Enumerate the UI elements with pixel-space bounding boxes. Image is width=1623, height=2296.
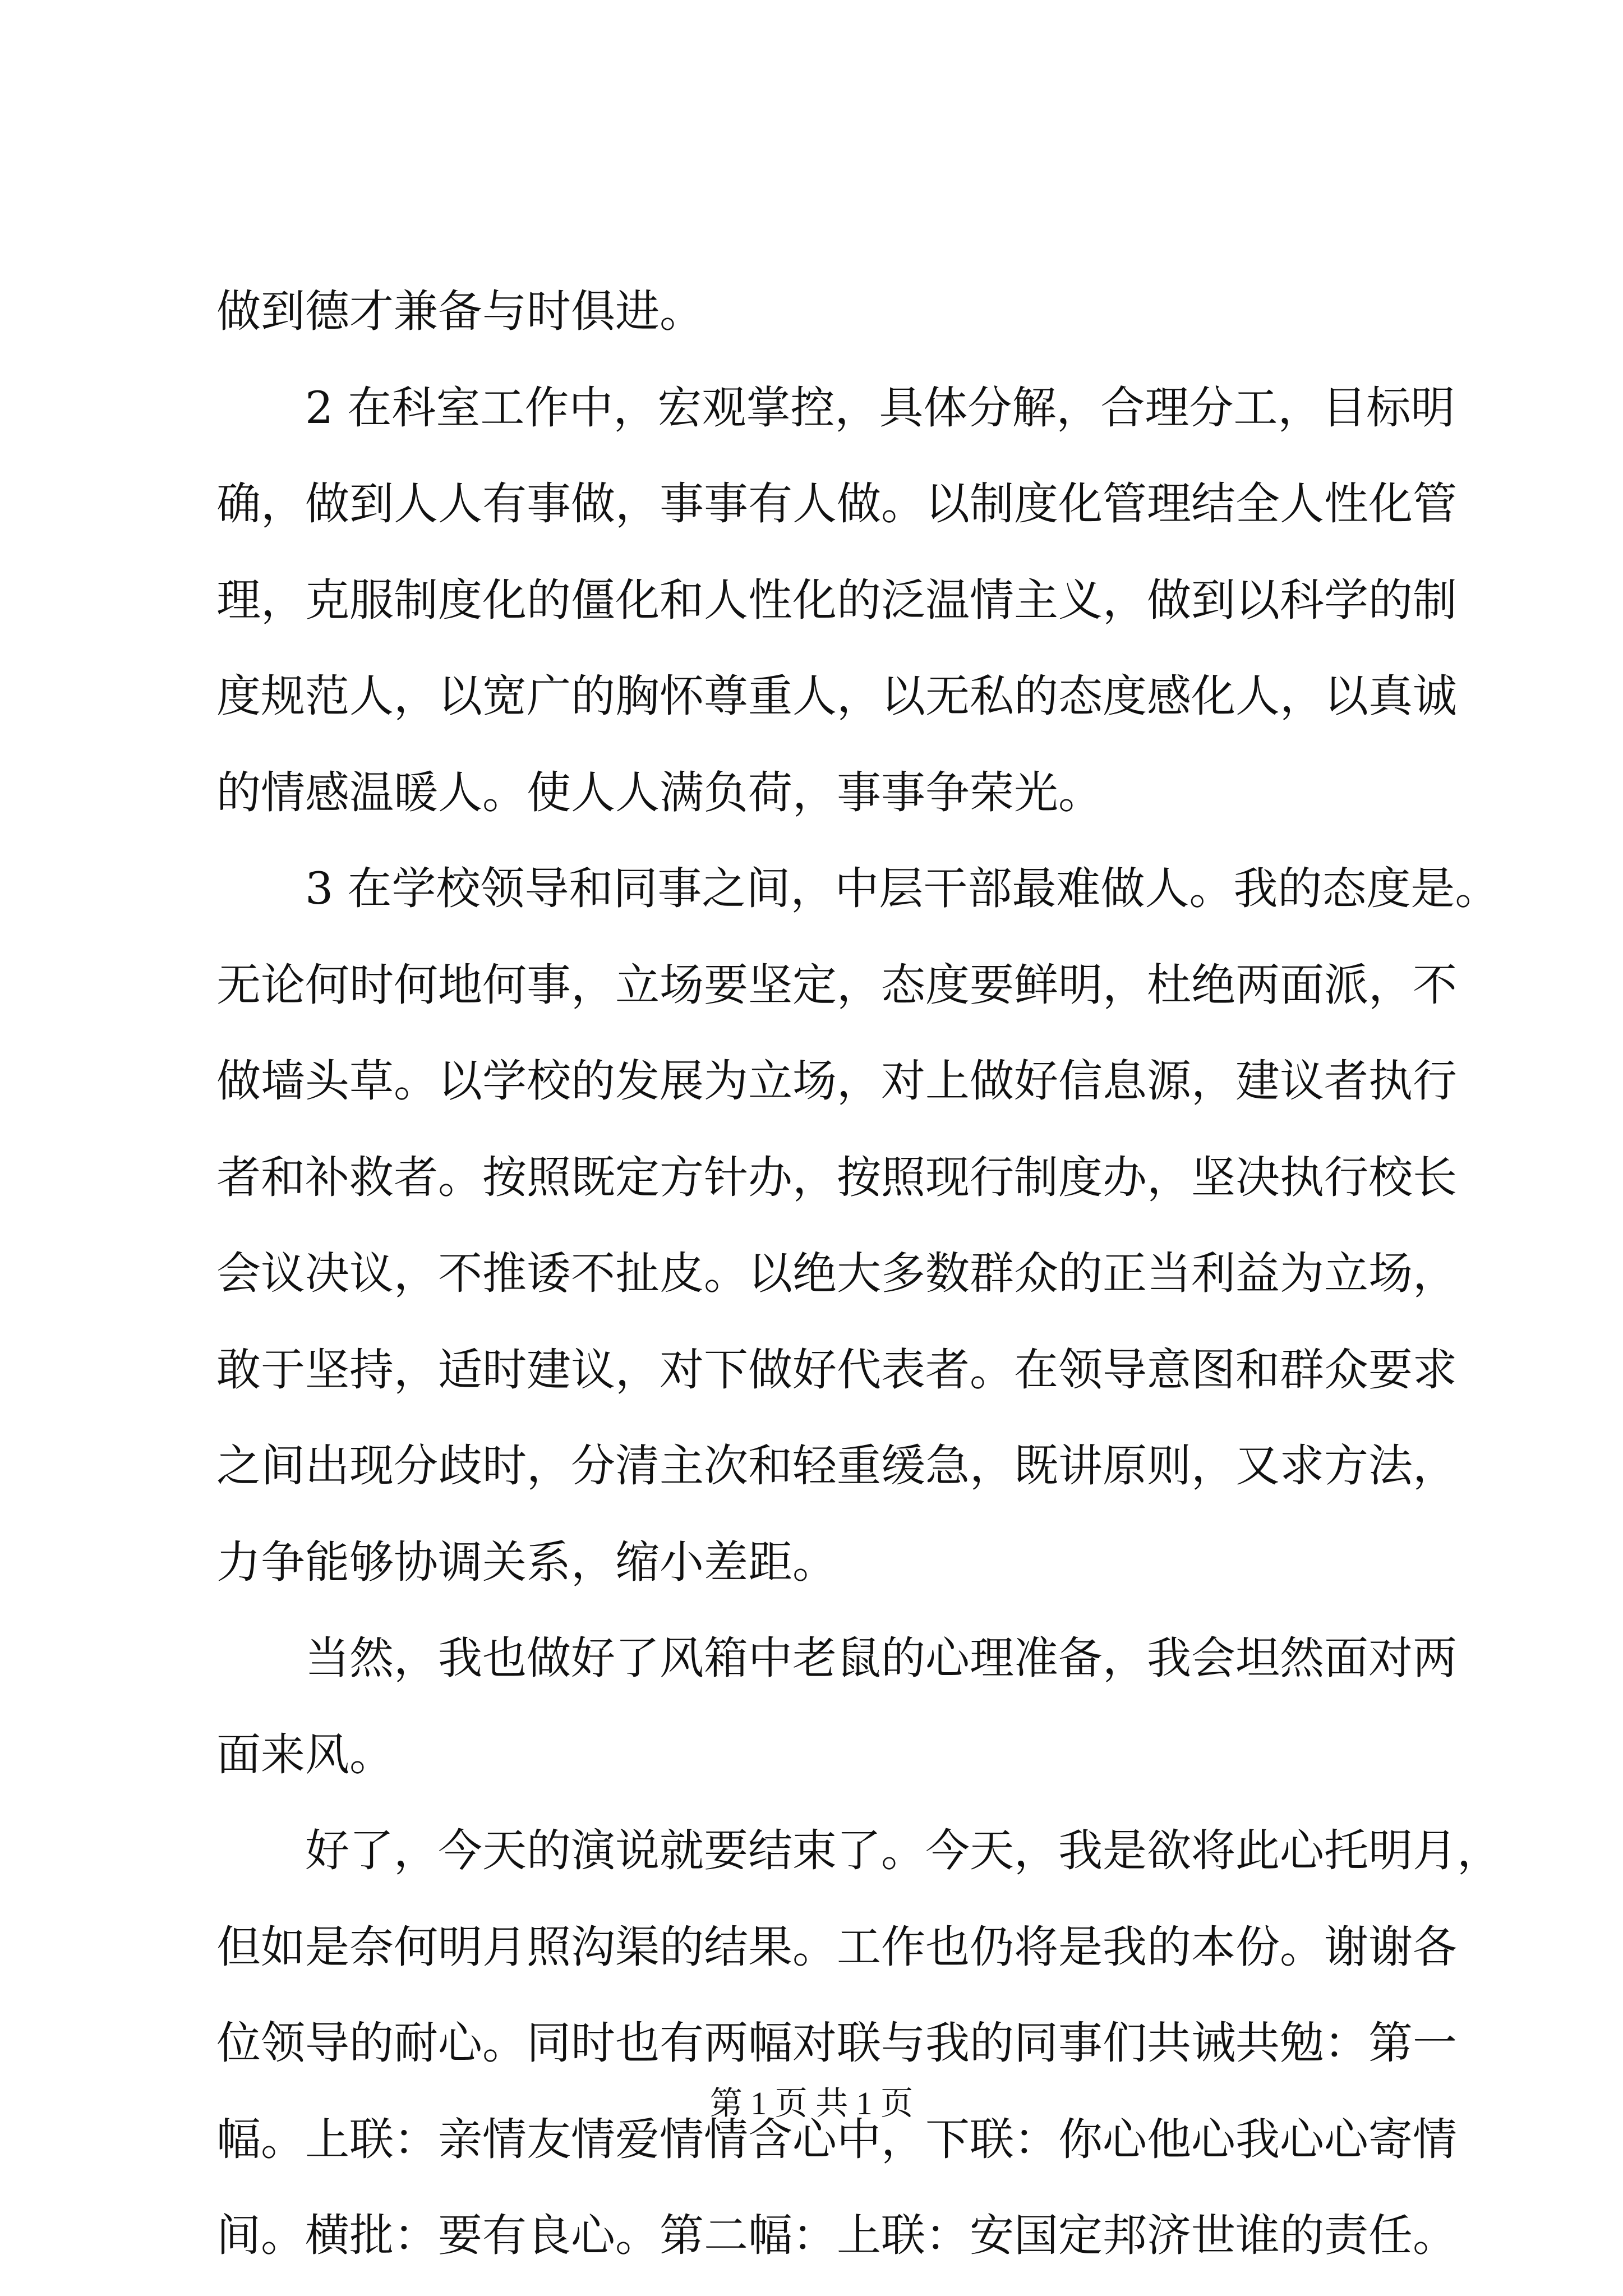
text-line: 当然，我也做好了风箱中老鼠的心理准备，我会坦然面对两 [305,1632,1457,1684]
text-line: 无论何时何地何事，立场要坚定，态度要鲜明，杜绝两面派，不 [216,959,1457,1011]
text-line: 做到德才兼备与时俱进。 [216,286,704,337]
text-line: 者和补救者。按照既定方针办，按照现行制度办，坚决执行校长 [216,1151,1457,1203]
text-line: 3 在学校领导和同事之间，中层干部最难做人。我的态度是。 [305,863,1500,914]
text-line: 力争能够协调关系，缩小差距。 [216,1536,837,1588]
text-line: 的情感温暖人。使人人满负荷，事事争荣光。 [216,766,1103,818]
document-body [216,264,1501,2284]
text-line: 之间出现分歧时，分清主次和轻重缓急，既讲原则，又求方法， [216,1440,1457,1492]
text-line: 确，做到人人有事做，事事有人做。以制度化管理结全人性化管 [216,478,1457,530]
text-line: 度规范人，以宽广的胸怀尊重人，以无私的态度感化人，以真诚 [216,670,1457,722]
text-line: 做墙头草。以学校的发展为立场，对上做好信息源，建议者执行 [216,1055,1457,1107]
page-footer [0,2081,1623,2126]
text-line: 2 在科室工作中，宏观掌控，具体分解，合理分工，目标明 [305,381,1455,434]
text-line: 间。横批：要有良心。第二幅：上联：安国定邦济世谁的责任。 [216,2210,1457,2261]
text-line: 理，克服制度化的僵化和人性化的泛温情主义，做到以科学的制 [216,574,1457,626]
text-line: 位领导的耐心。同时也有两幅对联与我的同事们共诫共勉：第一 [216,2017,1457,2069]
text-line: 但如是奈何明月照沟渠的结果。工作也仍将是我的本份。谢谢各 [216,1921,1457,1973]
text-line: 幅。上联：亲情友情爱情情含心中，下联：你心他心我心心寄情 [216,2113,1457,2165]
text-line: 会议决议，不推诿不扯皮。以绝大多数群众的正当利益为立场， [216,1248,1457,1299]
page-number-label: 第 1 页 共 1 页 [709,2085,914,2122]
text-line: 面来风。 [216,1728,394,1780]
text-line: 好了，今天的演说就要结束了。今天，我是欲将此心托明月， [305,1825,1501,1876]
text-line: 敢于坚持，适时建议，对下做好代表者。在领导意图和群众要求 [216,1343,1457,1396]
